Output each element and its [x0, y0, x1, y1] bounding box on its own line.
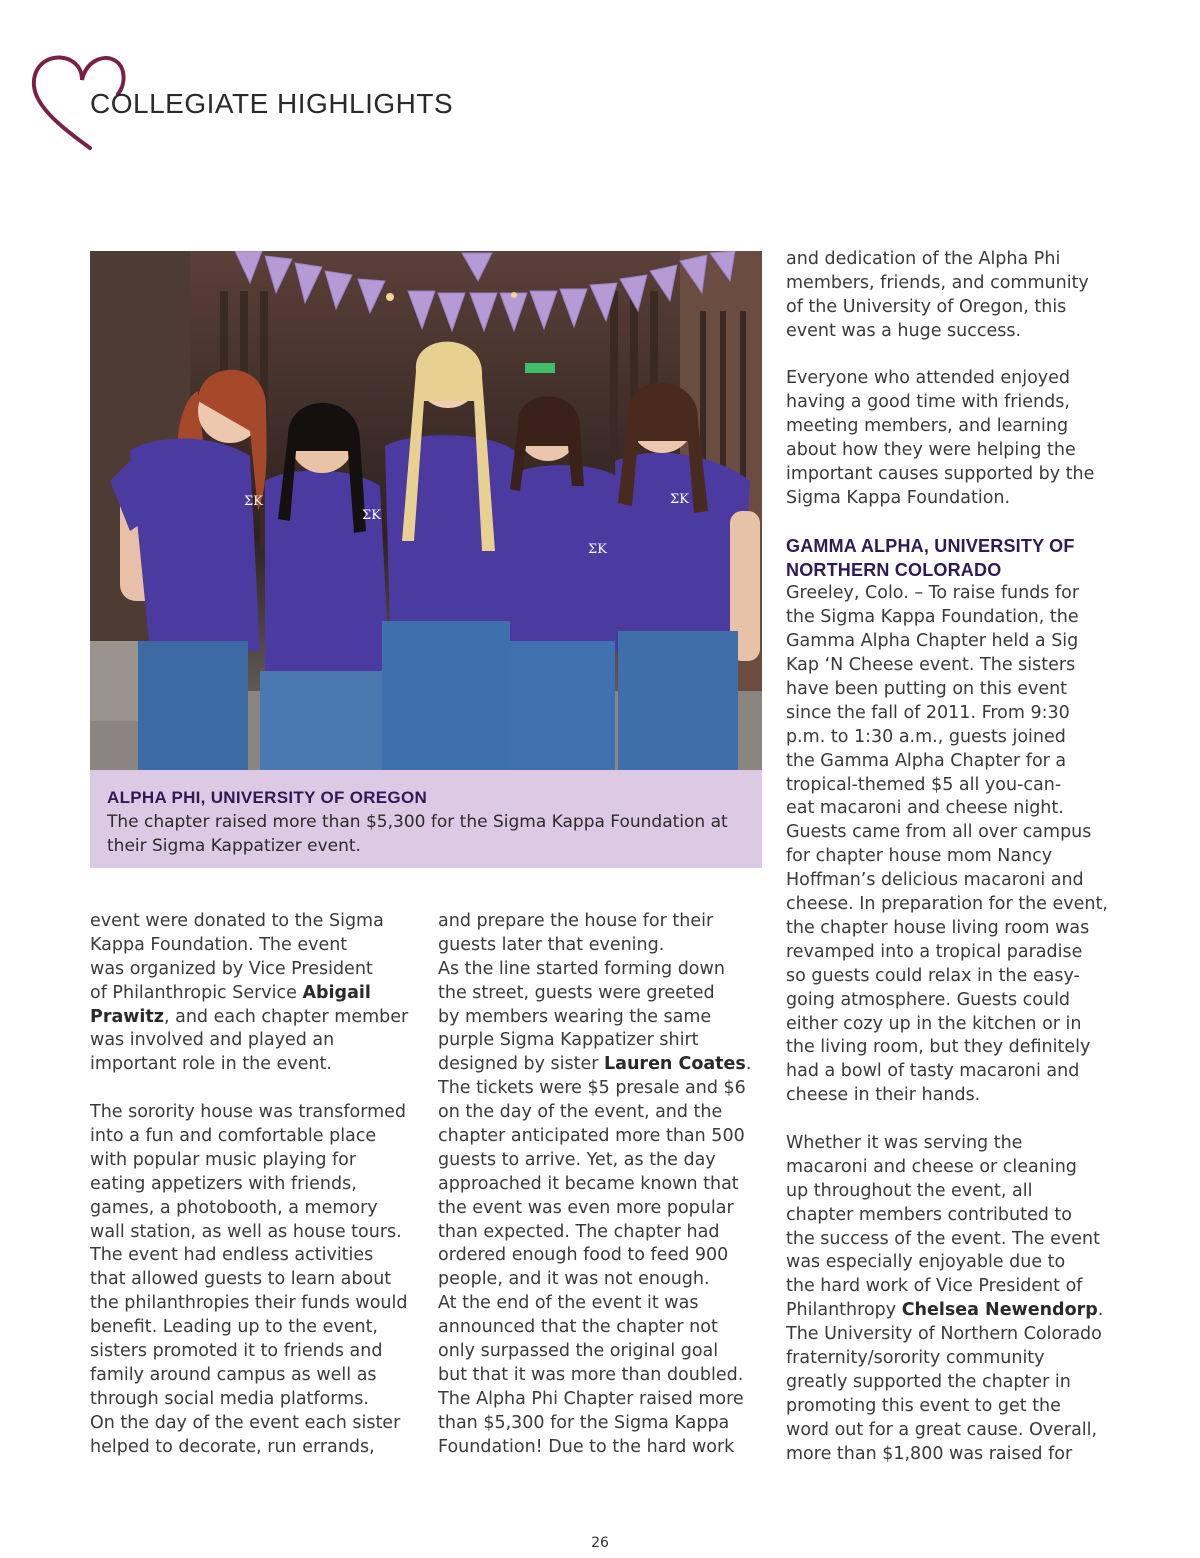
text-line: The Alpha Phi Chapter raised more — [438, 1388, 744, 1409]
text-line: greatly supported the chapter in — [786, 1371, 1071, 1392]
text-line: helped to decorate, run errands, — [90, 1436, 375, 1457]
text-span: . — [1097, 1300, 1104, 1321]
text-line: of the University of Oregon, this — [786, 296, 1067, 317]
text-line: Foundation! Due to the hard work — [438, 1436, 735, 1457]
text-line: was especially enjoyable due to — [786, 1252, 1066, 1273]
caption-text: The chapter raised more than $5,300 for the Sigma Kappa Foundation at their Sigma Kappatizer event. — [107, 812, 728, 856]
text-line: event were donated to the Sigma — [90, 911, 384, 931]
text-line: The University of Northern Colorado — [786, 1324, 1102, 1345]
text-line: with popular music playing for — [90, 1149, 357, 1170]
text-line: people, and it was not enough. — [438, 1269, 710, 1290]
article-column-2 — [438, 910, 768, 1459]
text-line: Guests came from all over campus — [786, 822, 1092, 843]
text-line: eating appetizers with friends, — [90, 1173, 357, 1194]
article-column-3 — [786, 248, 1116, 1466]
text-line — [90, 1006, 420, 1030]
text-line: for chapter house mom Nancy — [786, 846, 1053, 867]
text-line: had a bowl of tasty macaroni and — [786, 1061, 1080, 1082]
text-line: than $5,300 for the Sigma Kappa — [438, 1412, 730, 1433]
text-line: the hard work of Vice President of — [786, 1276, 1083, 1297]
text-line — [90, 982, 420, 1006]
text-line: that allowed guests to learn about — [90, 1269, 392, 1290]
text-line: chapter members contributed to — [786, 1204, 1072, 1225]
text-line: The sorority house was transformed — [90, 1102, 407, 1123]
text-line: since the fall of 2011. From 9:30 — [786, 702, 1070, 723]
text-span: Philanthropy — [786, 1300, 902, 1321]
text-line: Hoffman’s delicious macaroni and — [786, 870, 1084, 891]
text-line: promoting this event to get the — [786, 1395, 1061, 1416]
person-name: Abigail — [302, 982, 371, 1003]
section-title: COLLEGIATE HIGHLIGHTS — [90, 88, 454, 119]
text-line: either cozy up in the kitchen or in — [786, 1013, 1082, 1034]
text-line: announced that the chapter not — [438, 1317, 718, 1338]
text-line: the philanthropies their funds would — [90, 1293, 408, 1314]
text-line: At the end of the event it was — [438, 1293, 699, 1314]
text-line: purple Sigma Kappatizer shirt — [438, 1030, 699, 1051]
text-line: only surpassed the original goal — [438, 1341, 719, 1362]
text-line: benefit. Leading up to the event, — [90, 1317, 378, 1338]
text-line: As the line started forming down — [438, 958, 725, 979]
text-line: than expected. The chapter had — [438, 1221, 720, 1242]
text-line: the Sigma Kappa Foundation, the — [786, 607, 1079, 628]
text-line: the Gamma Alpha Chapter for a — [786, 750, 1067, 771]
person-name: Chelsea Newendorp — [901, 1300, 1098, 1321]
text-line: guests later that evening. — [438, 934, 665, 955]
text-line: having a good time with friends, — [786, 392, 1070, 413]
text-span: of Philanthropic Service — [90, 982, 303, 1003]
text-line: up throughout the event, all — [786, 1180, 1033, 1201]
text-line: eat macaroni and cheese night. — [786, 798, 1064, 819]
text-line: the street, guests were greeted — [438, 982, 715, 1003]
text-line: p.m. to 1:30 a.m., guests joined — [786, 726, 1066, 747]
text-line: word out for a great cause. Overall, — [786, 1419, 1098, 1440]
text-line: the event was even more popular — [438, 1197, 734, 1218]
text-line: event was a huge success. — [786, 320, 1022, 341]
section-header — [30, 50, 510, 160]
photo-caption — [90, 770, 762, 868]
text-line: Greeley, Colo. – To raise funds for — [786, 583, 1080, 604]
text-line: cheese. In preparation for the event, — [786, 894, 1108, 915]
text-line: about how they were helping the — [786, 440, 1076, 461]
text-line: macaroni and cheese or cleaning — [786, 1156, 1077, 1177]
group-photo — [90, 251, 762, 770]
text-line: games, a photobooth, a memory — [90, 1197, 378, 1218]
text-line: Kappa Foundation. The event — [90, 934, 348, 955]
text-line: Everyone who attended enjoyed — [786, 368, 1071, 389]
text-line: Gamma Alpha Chapter held a Sig — [786, 631, 1079, 652]
shirt-print-3: ΣK — [588, 542, 607, 557]
text-line: Kap ‘N Cheese event. The sisters — [786, 655, 1076, 676]
text-line: and dedication of the Alpha Phi — [786, 249, 1061, 269]
text-line: into a fun and comfortable place — [90, 1126, 377, 1147]
text-line: by members wearing the same — [438, 1006, 712, 1027]
text-line: fraternity/sorority community — [786, 1347, 1045, 1368]
text-line: was involved and played an — [90, 1030, 335, 1051]
text-line: but that it was more than doubled. — [438, 1364, 744, 1385]
text-line: Whether it was serving the — [786, 1132, 1023, 1153]
text-line: important role in the event. — [90, 1054, 332, 1075]
text-line: meeting members, and learning — [786, 416, 1069, 437]
caption-title: ALPHA PHI, UNIVERSITY OF OREGON — [107, 788, 428, 807]
text-line — [786, 1299, 1116, 1323]
person-name: Prawitz — [90, 1006, 164, 1027]
text-line: cheese in their hands. — [786, 1085, 981, 1106]
text-line: approached it became known that — [438, 1173, 739, 1194]
chapter-heading: GAMMA ALPHA, UNIVERSITY OF — [786, 535, 1075, 556]
text-line: Sigma Kappa Foundation. — [786, 487, 1011, 508]
text-line: and prepare the house for their — [438, 911, 714, 931]
text-line: the living room, but they definitely — [786, 1037, 1091, 1058]
article-column-1 — [90, 910, 420, 1459]
text-line: was organized by Vice President — [90, 958, 373, 979]
text-line: through social media platforms. — [90, 1388, 369, 1409]
text-span: designed by sister — [438, 1054, 605, 1075]
text-line: guests to arrive. Yet, as the day — [438, 1149, 716, 1170]
page-number: 26 — [591, 1535, 609, 1551]
chapter-heading: NORTHERN COLORADO — [786, 559, 1002, 580]
text-line: wall station, as well as house tours. — [90, 1221, 402, 1242]
text-line: important causes supported by the — [786, 464, 1095, 485]
text-line: ordered enough food to feed 900 — [438, 1245, 729, 1266]
text-line: on the day of the event, and the — [438, 1102, 723, 1123]
text-line: chapter anticipated more than 500 — [438, 1126, 745, 1147]
text-line: the success of the event. The event — [786, 1228, 1100, 1249]
text-line: tropical-themed $5 all you-can- — [786, 774, 1062, 795]
text-line: have been putting on this event — [786, 679, 1068, 700]
person-name: Lauren Coates — [604, 1054, 746, 1075]
text-line: The event had endless activities — [90, 1245, 374, 1266]
text-line: more than $1,800 was raised for — [786, 1443, 1073, 1464]
text-line: The tickets were $5 presale and $6 — [438, 1078, 746, 1099]
shirt-print-4: ΣK — [670, 492, 689, 507]
shirt-print-2: ΣK — [362, 508, 381, 523]
text-line: On the day of the event each sister — [90, 1412, 401, 1433]
text-line: going atmosphere. Guests could — [786, 989, 1071, 1010]
text-line: members, friends, and community — [786, 272, 1089, 293]
text-line: family around campus as well as — [90, 1364, 377, 1385]
text-line: the chapter house living room was — [786, 917, 1090, 938]
text-line: sisters promoted it to friends and — [90, 1341, 383, 1362]
text-span: , and each chapter member — [163, 1006, 409, 1027]
shirt-print-1: ΣK — [244, 494, 263, 509]
text-span: . — [745, 1054, 752, 1075]
text-line: revamped into a tropical paradise — [786, 941, 1083, 962]
text-line: so guests could relax in the easy- — [786, 965, 1080, 986]
text-line — [438, 1053, 768, 1077]
